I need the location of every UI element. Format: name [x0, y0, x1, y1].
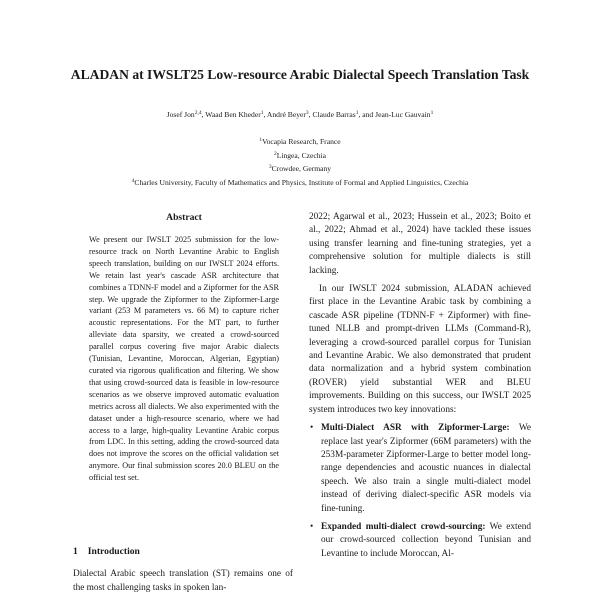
affiliation: $^1$Vocapia Research, France — [259, 137, 341, 146]
right-column — [309, 211, 531, 561]
section-heading — [73, 546, 293, 557]
section-title: Introduction — [87, 546, 140, 557]
bullet-item — [309, 521, 531, 561]
bullet-lead: Multi-Dialect ASR with Zipformer-Large: — [321, 423, 510, 434]
affiliation: $^3$Crowdee, Germany — [268, 164, 332, 174]
section-number: 1 — [73, 546, 78, 557]
right-paragraph: In our IWSLT 2024 submission, ALADAN achieved first place in the Levantine Arabic task by combining a cascade ASR pipeline (TDNN-F + Zipformer) with fine-tuned NLLB and prompt-driven LLMs (Command-R), leveraging a crowd-sourced parallel corpus for Tunisian and Levantine Arabic. We also demonstrated that prudent data normalization and a hybrid system combination (ROVER) yield substantial WER and BLEU improvements. Building on this success, our IWSLT 2025 system introduces two key innovations: — [309, 284, 531, 415]
affiliation: $^2$Lingea, Czechia — [273, 150, 327, 160]
intro-paragraph: Dialectal Arabic speech translation (ST) remains one of the most challenging tasks in spoken lan- — [73, 569, 293, 593]
right-paragraph-continued: 2022; Agarwal et al., 2023; Hussein et al., 2023; Boito et al., 2022; Ahmad et al., 2024) have tackled these issues using transfer learning and fine-tuning strategies, yet a comprehensive solution for multiple dialects is still lacking. — [309, 212, 531, 276]
paper-title: ALADAN at IWSLT25 Low-resource Arabic Dialectal Speech Translation Task — [70, 67, 530, 82]
abstract-heading: Abstract — [166, 212, 202, 223]
author: Waad Ben Kheder$^1$ — [205, 110, 264, 119]
bullet-text: We replace last year's Zipformer (66M parameters) with the 253M-parameter Zipformer-Large to better model long-range dependencies and acoustic nuances in dialectal speech. We also train a single multi-dialect model instead of deriving dialect-specific ASR models via fine-tuning. — [321, 423, 531, 514]
bullet-text: We extend our crowd-sourced collection beyond Tunisian and Levantine to include Moroccan, Al- — [321, 521, 532, 559]
affiliation: $^4$Charles University, Faculty of Mathematics and Physics, Institute of Formal and Applied Linguistics, Czechia — [131, 177, 469, 187]
abstract-text: We present our IWSLT 2025 submission for the low-resource track on North Levantine Arabic to English speech translation, building on our IWSLT 2024 efforts. We retain last year's cascade ASR architecture that combines a TDNN-F model and a Zipformer for the ASR step. We upgrade the Zipformer to the Zipformer-Large variant (253 M parameters vs. 66 M) to capture richer acoustic representations. For the MT part, to further alleviate data sparsity, we created a crowd-sourced parallel corpus covering five major Arabic dialects (Tunisian, Levantine, Moroccan, Algerian, Egyptian) curated via rigorous qualification and filtering. We show that using crowd-sourced data is feasible in low-resource scenarios as we observe improved automatic evaluation metrics across all dialects. We also experimented with the dataset under a high-resource scenario, where we had access to a large, high-quality Levantine Arabic corpus from LDC. In this setting, adding the crowd-sourced data does not improve the scores on the official validation set anymore. Our final submission scores 20.0 BLEU on the official test set. — [89, 235, 279, 483]
bullet-marker: • — [310, 521, 314, 532]
author-list: Josef Jon$^{2,4}$, Waad Ben Kheder$^1$, André Beyer$^3$, Claude Barras$^1$, and Jean-Luc Gauvain$^1$ — [166, 110, 434, 119]
author: Claude Barras$^1$ — [312, 110, 359, 119]
bullet-marker: • — [310, 423, 314, 434]
author: André Beyer$^3$ — [266, 110, 309, 119]
author: Josef Jon$^{2,4}$ — [166, 110, 202, 119]
bullet-lead: Expanded multi-dialect crowd-sourcing: — [321, 521, 486, 532]
bullet-item — [309, 422, 531, 516]
author: Jean-Luc Gauvain$^1$ — [375, 110, 434, 119]
affiliation-list — [60, 135, 540, 189]
